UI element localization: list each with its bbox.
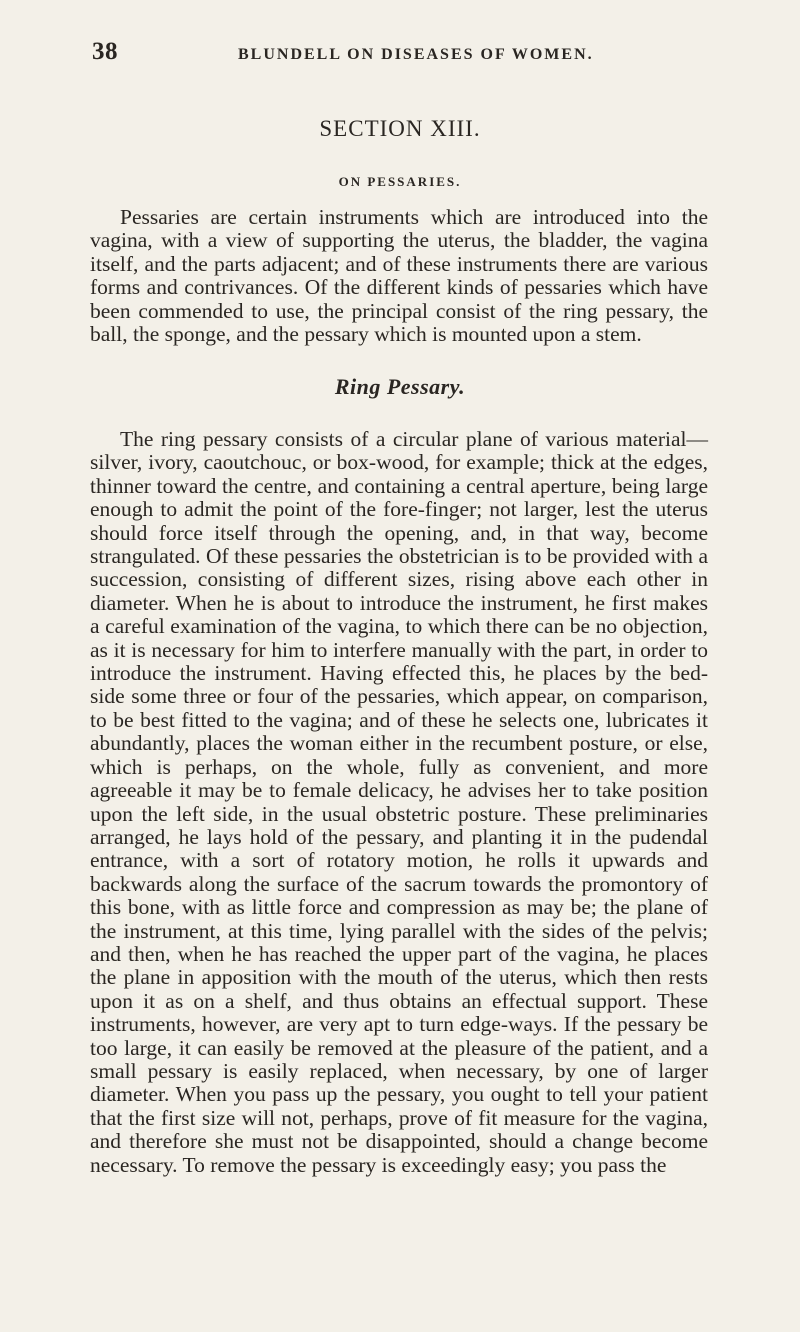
page-number: 38 <box>92 38 118 65</box>
ring-pessary-paragraph: The ring pessary consists of a circular plane of various material—silver, ivory, caoutchouc, or box-wood, for example; thick at the edges, thinner toward the centre, and containing a central aperture, being large enough to admit the point of the fore-finger; not larger, lest the uterus should force itself through the opening, and, in that way, become strangulated. Of these pessaries the obstetrician is to be provided with a succession, consisting of different sizes, rising above each other in diameter. When he is about to introduce the instrument, he first makes a careful examination of the vagina, to which there can be no objection, as it is necessary for him to interfere manually with the part, in order to introduce the instrument. Having effected this, he places by the bed-side some three or four of the pessaries, which appear, on comparison, to be best fitted to the vagina; and of these he selects one, lubricates it abundantly, places the woman either in the recumbent posture, or else, which is perhaps, on the whole, fully as convenient, and more agreeable it may be to female delicacy, he advises her to take position upon the left side, in the usual obstetric posture. These preliminaries arranged, he lays hold of the pessary, and planting it in the pudendal entrance, with a sort of rotatory motion, he rolls it upwards and backwards along the surface of the sacrum towards the promontory of this bone, with as little force and compression as may be; the plane of the instrument, at this time, lying parallel with the sides of the pelvis; and then, when he has reached the upper part of the vagina, he places the plane in apposition with the mouth of the uterus, which then rests upon it as on a shelf, and thus obtains an effectual support. These instruments, however, are very apt to turn edge-ways. If the pessary be too large, it can easily be removed at the pleasure of the patient, and a small pessary is easily replaced, when necessary, by one of larger diameter. When you pass up the pessary, you ought to tell your patient that the first size will not, perhaps, prove of fit measure for the vagina, and therefore she must not be disappointed, should a change become necessary. To remove the pessary is exceedingly easy; you pass the <box>90 427 708 1177</box>
section-title: SECTION XIII. <box>319 116 481 141</box>
ring-pessary-heading: Ring Pessary. <box>334 374 466 399</box>
running-head: BLUNDELL ON DISEASES OF WOMEN. <box>238 46 594 63</box>
intro-paragraph: Pessaries are certain instruments which are introduced into the vagina, with a view of supporting the uterus, the bladder, the vagina itself, and the parts adjacent; and of these instruments there are various forms and contrivances. Of the different kinds of pessaries which have been commended to use, the principal consist of the ring pessary, the ball, the sponge, and the pessary which is mounted upon a stem. <box>90 205 708 347</box>
section-subtitle: ON PESSARIES. <box>338 174 462 189</box>
